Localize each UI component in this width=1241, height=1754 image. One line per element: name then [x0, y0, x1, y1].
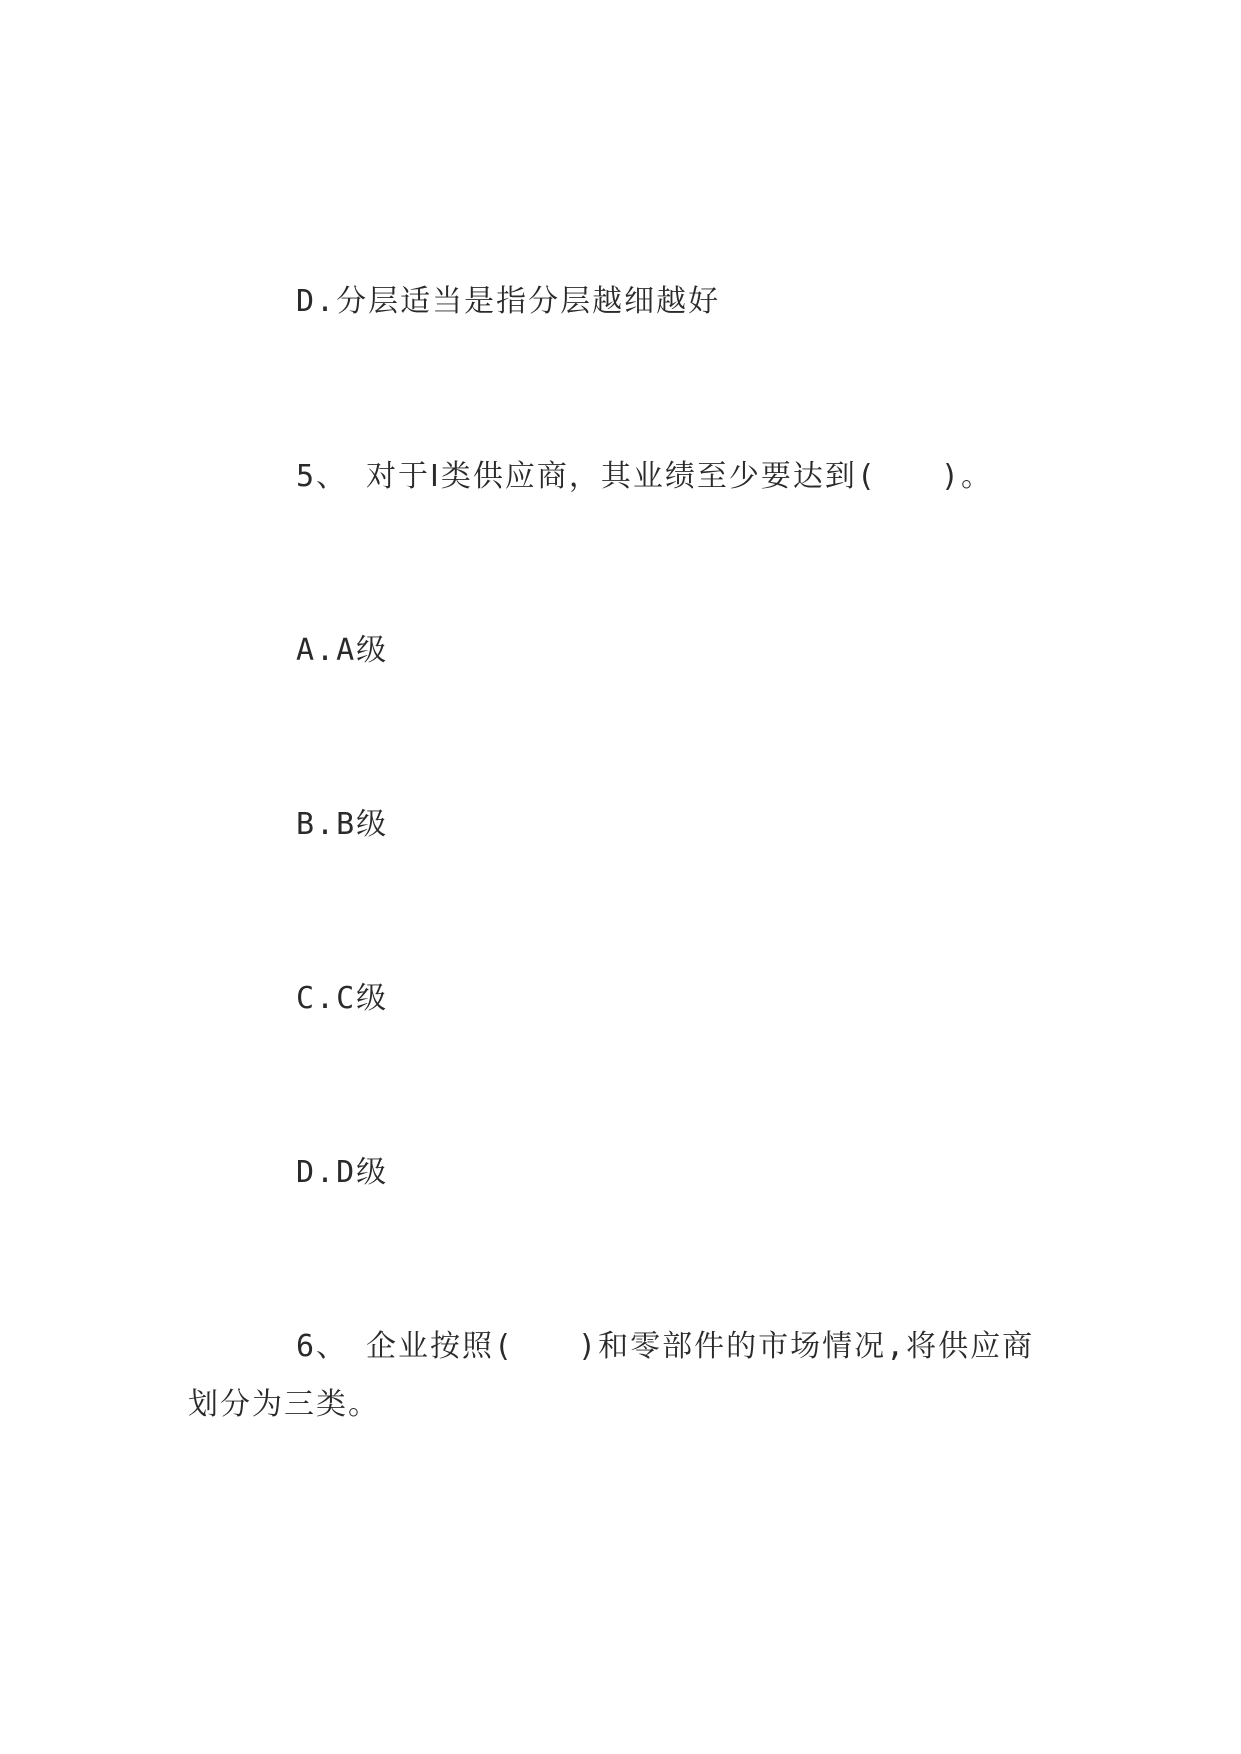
question-6-number: 6、 [296, 1329, 349, 1364]
option-d-previous-question: D.分层适当是指分层越细越好 [296, 284, 721, 319]
option-d: D.D级 [296, 1155, 389, 1190]
option-c: C.C级 [296, 981, 389, 1016]
question-5-text: 对于Ⅰ类供应商，其业绩至少要达到( )。 [366, 459, 993, 494]
question-6-text-continuation: 划分为三类。 [188, 1387, 380, 1422]
option-b: B.B级 [296, 807, 389, 842]
question-6-text: 企业按照( )和零部件的市场情况,将供应商 [366, 1329, 1035, 1364]
option-a: A.A级 [296, 633, 389, 668]
question-5-number: 5、 [296, 459, 349, 494]
